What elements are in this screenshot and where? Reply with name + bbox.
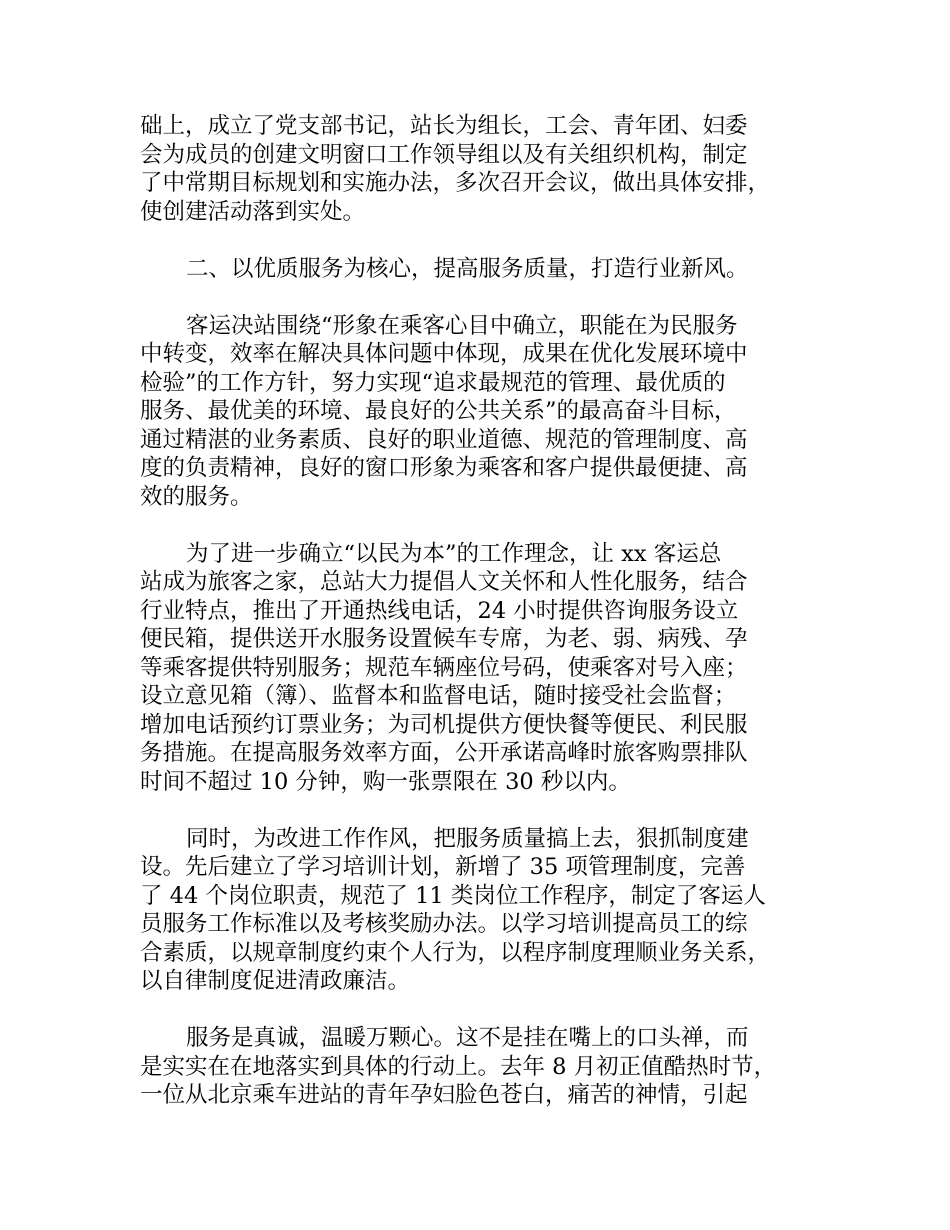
text-line: 效的服务。: [140, 483, 253, 510]
text-line: 员服务工作标准以及考核奖励办法。以学习培训提高员工的综: [140, 911, 748, 937]
text-line: 以自律制度促进清政廉洁。: [140, 968, 411, 994]
text-line: 会为成员的创建文明窗口工作领导组以及有关组织机构，制定: [140, 141, 748, 168]
section-heading: [140, 255, 830, 284]
text-line: 使创建活动落到实处。: [140, 198, 366, 225]
text-line: 中转变，效率在解决具体问题中体现，成果在优化发展环境中: [140, 341, 748, 367]
text-line: 服务是真诚，温暖万颗心。这不是挂在嘴上的口头禅，而: [186, 1025, 749, 1051]
document-page: [140, 112, 830, 1110]
text-line: 服务、最优美的环境、最良好的公共关系”的最高奋斗目标，: [140, 398, 737, 424]
text-line: 是实实在在地落实到具体的行动上。去年 8 月初正值酷热时节，: [140, 1053, 777, 1080]
text-line: 一位从北京乘车进站的青年孕妇脸色苍白，痛苦的神情，引起: [140, 1082, 748, 1108]
text-line: 设。先后建立了学习培训计划，新增了 35 项管理制度，完善: [140, 854, 746, 880]
text-line: 便民箱，提供送开水服务设置候车专席，为老、弱、病残、孕: [140, 626, 748, 652]
text-line: 客运决站围绕“形象在乘客心目中确立，职能在为民服务: [186, 312, 738, 339]
text-line: 了 44 个岗位职责，规范了 11 类岗位工作程序，制定了客运人: [140, 882, 766, 909]
text-line: 通过精湛的业务素质、良好的职业道德、规范的管理制度、高: [140, 426, 748, 453]
text-line: 等乘客提供特别服务；规范车辆座位号码，使乘客对号入座；: [140, 654, 748, 681]
text-line: 务措施。在提高服务效率方面，公开承诺高峰时旅客购票排队: [140, 740, 748, 766]
paragraph-service-measures: [140, 540, 830, 797]
text-line: 站成为旅客之家，总站大力提倡人文关怀和人性化服务，结合: [140, 569, 748, 595]
text-line: 度的负责精神，良好的窗口形象为乘客和客户提供最便捷、高: [140, 455, 748, 481]
paragraph-sincere-service: [140, 1024, 830, 1110]
paragraph-service-goals: [140, 312, 830, 512]
text-line: 行业特点，推出了开通热线电话，24 小时提供咨询服务设立: [140, 597, 739, 624]
paragraph-institution-building: [140, 825, 830, 996]
text-line: 础上，成立了党支部书记，站长为组长，工会、青年团、妇委: [140, 113, 748, 139]
text-line: 时间不超过 10 分钟，购一张票限在 30 秒以内。: [140, 768, 631, 795]
text-line: 同时，为改进工作作风，把服务质量搞上去，狠抓制度建: [186, 825, 749, 852]
text-line: 了中常期目标规划和实施办法，多次召开会议，做出具体安排，: [140, 170, 771, 196]
text-line: 设立意见箱（簿）、监督本和监督电话，随时接受社会监督；: [140, 683, 737, 709]
text-line: 合素质，以规章制度约束个人行为，以程序制度理顺业务关系，: [140, 939, 771, 966]
heading-line: 二、以优质服务为核心，提高服务质量，打造行业新风。: [186, 255, 749, 282]
text-line: 增加电话预约订票业务；为司机提供方便快餐等便民、利民服: [140, 711, 748, 738]
paragraph-continuation: [140, 112, 830, 226]
text-line: 检验”的工作方针，努力实现“追求最规范的管理、最优质的: [140, 369, 726, 396]
text-line: 为了进一步确立“以民为本”的工作理念，让 xx 客运总: [186, 540, 722, 567]
